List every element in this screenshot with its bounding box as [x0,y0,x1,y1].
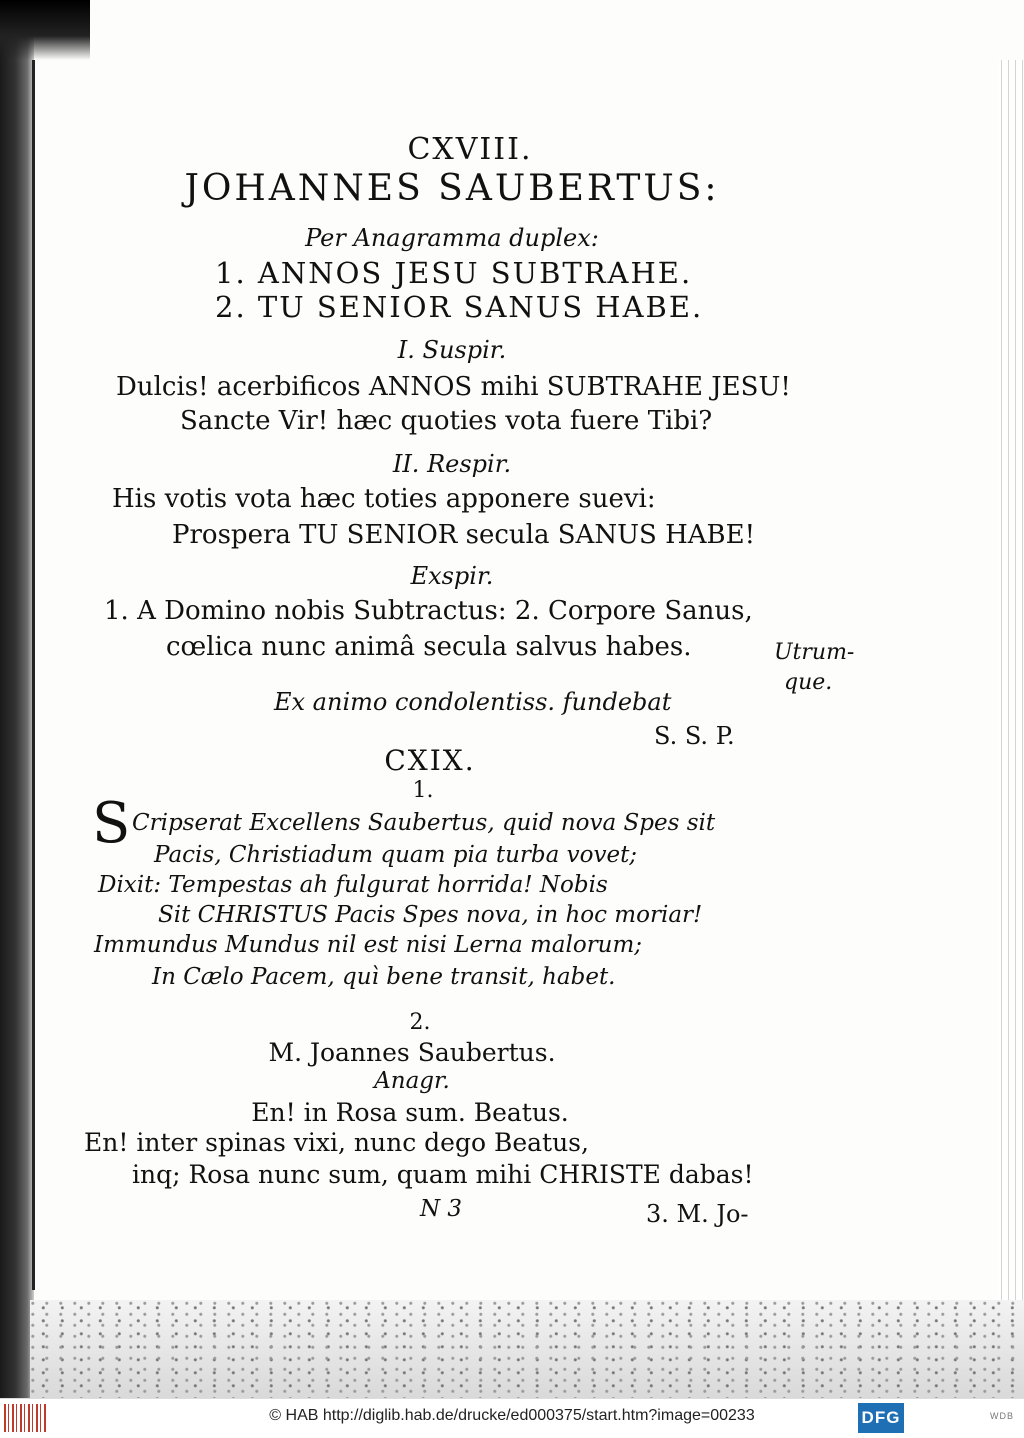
poem-2-name: M. Joannes Saubertus. [268,1038,556,1067]
poem-2-anagram: En! in Rosa sum. Beatus. [251,1098,569,1127]
respir-heading: II. Respir. [392,450,512,478]
poem-2-line-2: inq; Rosa nunc sum, quam mihi CHRISTE dabas! [132,1160,754,1189]
poem-2-line-1: En! inter spinas vixi, nunc dego Beatus, [84,1128,589,1157]
viewer-footer [0,1398,1024,1438]
respir-line-1: His votis vota hæc toties apponere suevi: [112,484,656,514]
poem-1-line-2: Pacis, Christiadum quam pia turba vovet; [154,842,638,868]
page-title: JOHANNES SAUBERTUS: [184,168,720,209]
suspir-line-1: Dulcis! acerbificos ANNOS mihi SUBTRAHE JESU! [116,372,791,402]
respir-line-2: Prospera TU SENIOR secula SANUS HABE! [172,520,756,550]
page-binding-shadow [0,0,34,1398]
anagram-subtitle: Per Anagramma duplex: [305,224,599,252]
exspir-line-2: cœlica nunc animâ secula salvus habes. [166,632,692,662]
poem-1-line-6: In Cælo Pacem, quì bene transit, habet. [152,964,616,990]
poem-1-number: 1. [412,778,434,803]
poem-1-line-5: Immundus Mundus nil est nisi Lerna malorum; [94,932,643,958]
exspir-line-1: 1. A Domino nobis Subtractus: 2. Corpore Sanus, [104,596,753,626]
signature-mark: N 3 [420,1196,463,1222]
anagram-line-2: 2. TU SENIOR SANUS HABE. [215,290,704,324]
wdb-mark: WDB [990,1411,1014,1421]
poem-1-dropcap: S [92,791,131,856]
dfg-logo: DFG [858,1403,904,1433]
dedication-line: Ex animo condolentiss. fundebat [274,688,672,716]
exspir-heading: Exspir. [410,562,494,590]
margin-note-1: Utrum- [774,640,855,665]
catchword: 3. M. Jo- [646,1200,749,1228]
section-number-cxix: CXIX. [384,744,476,777]
anagram-line-1: 1. ANNOS JESU SUBTRAHE. [215,256,693,290]
page-corner-shadow [0,0,90,60]
poem-2-anagr-label: Anagr. [374,1068,450,1094]
suspir-line-2: Sancte Vir! hæc quoties vota fuere Tibi? [180,406,713,436]
page-bottom-edge [30,1300,1024,1398]
poem-2-number: 2. [409,1010,431,1035]
copyright-link[interactable]: © HAB http://diglib.hab.de/drucke/ed000375/start.htm?image=00233 [269,1407,755,1424]
signature-initials: S. S. P. [654,722,735,750]
page-right-edge [998,60,1024,1300]
margin-note-2: que. [784,670,833,695]
suspir-heading: I. Suspir. [397,336,507,364]
poem-1-line-4: Sit CHRISTUS Pacis Spes nova, in hoc moriar! [158,902,703,928]
section-number-cxviii: CXVIII. [407,132,533,167]
poem-1-line-1: Cripserat Excellens Saubertus, quid nova Spes sit [132,810,716,836]
poem-1-line-3: Dixit: Tempestas ah fulgurat horrida! Nobis [98,872,608,898]
